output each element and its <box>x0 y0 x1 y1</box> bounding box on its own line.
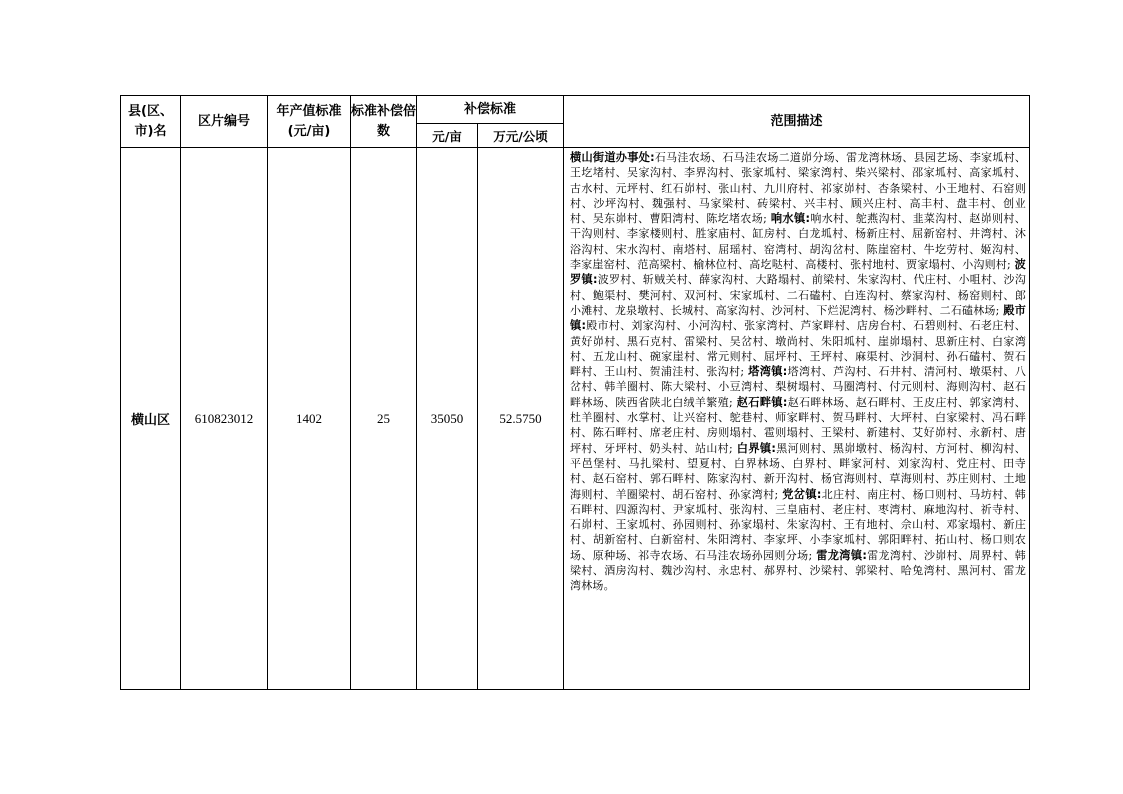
header-yuan-per-mu: 元/亩 <box>417 124 478 148</box>
compensation-table <box>120 95 1030 690</box>
cell-annual-value: 1402 <box>268 148 351 690</box>
header-annual-value: 年产值标准(元/亩) <box>268 96 351 148</box>
village-list: 响水村、鸵燕沟村、韭菜沟村、赵峁则村、干沟则村、李家楼则村、胜家庙村、缸房村、白龙坬村、杨新庄村、屈新窑村、井湾村、沐浴沟村、宋水沟村、南塔村、屈瑶村、窑湾村、胡沟岔村、陈崖窑村、牛圪劳村、姬沟村、李家崖窑村、范高梁村、榆林位村、高圪哒村、高楼村、张村地村、贾家塌村、小沟则村; <box>570 212 1027 272</box>
village-list: 赵石畔林场、赵石畔村、王皮庄村、郭家湾村、杜羊圈村、水掌村、让兴窑村、鸵巷村、师家畔村、贺马畔村、大坪村、白家梁村、冯石畔村、陈石畔村、席老庄村、房则塌村、雹则塌村、王梁村、新建村、艾好峁村、永新村、唐坪村、牙坪村、奶头村、站山村; <box>570 395 1027 455</box>
header-compensation: 补偿标准 <box>417 96 564 124</box>
cell-multiple: 25 <box>351 148 417 690</box>
cell-county: 横山区 <box>121 148 181 690</box>
town-name: 横山街道办事处: <box>570 151 655 164</box>
town-name: 党岔镇: <box>782 487 822 501</box>
cell-area-code: 610823012 <box>181 148 268 690</box>
cell-scope-description <box>564 148 1030 690</box>
village-list: 石马洼农场、石马洼农场二道峁分场、雷龙湾林场、县园艺场、李家坬村、王圪堵村、吴家沟村、李界沟村、张家坬村、梁家湾村、柴兴梁村、邵家坬村、高家坬村、古水村、元坪村、红石峁村、张山村、九川府村、祁家峁村、杏条梁村、小王地村、石窑则村、沙坪沟村、魏强村、马家梁村、砖梁村、兴丰村、顾兴庄村、高丰村、盘丰村、创业村、吴东峁村、曹阳湾村、陈圪堵农场; <box>570 151 1027 226</box>
cell-yuan-per-mu: 35050 <box>417 148 478 690</box>
town-name: 塔湾镇: <box>748 365 788 379</box>
village-list: 雷龙湾村、沙峁村、周界村、韩梁村、酒房沟村、魏沙沟村、永忠村、郝界村、沙梁村、郭梁村、哈兔湾村、黑河村、雷龙湾林场。 <box>570 548 1027 593</box>
town-name: 殿市镇: <box>570 303 1027 333</box>
village-list: 殿市村、刘家沟村、小河沟村、张家湾村、芦家畔村、店房台村、石碧则村、石老庄村、黄好峁村、黑石克村、雷梁村、吴岔村、墩尚村、朱阳坬村、崖峁塌村、思新庄村、白家湾村、五龙山村、碗家崖村、常元则村、屈坪村、王坪村、麻渠村、沙洞村、孙石磕村、贺石畔村、王山村、贺浦洼村、张沟村; <box>570 319 1027 379</box>
cell-wan-per-ha: 52.5750 <box>478 148 564 690</box>
village-list: 黑河则村、黑峁墩村、杨沟村、方河村、柳沟村、平邑堡村、马扎梁村、望夏村、白界林场、白界村、畔家河村、刘家沟村、党庄村、田寺村、赵石窑村、郭石畔村、陈家沟村、新开沟村、杨官海则村、草海则村、苏庄则村、土地海则村、羊圈梁村、胡石窑村、孙家湾村; <box>570 441 1027 501</box>
town-name: 雷龙湾镇: <box>816 548 868 562</box>
header-multiple: 标准补偿倍数 <box>351 96 417 148</box>
town-name: 波罗镇: <box>570 258 1027 287</box>
header-wan-per-ha: 万元/公顷 <box>478 124 564 148</box>
header-county: 县(区、市)名 <box>121 96 181 148</box>
header-area-code: 区片编号 <box>181 96 268 148</box>
header-scope: 范围描述 <box>564 96 1030 148</box>
table-row <box>121 148 1030 690</box>
town-name: 赵石畔镇: <box>736 395 788 409</box>
town-name: 响水镇: <box>770 212 811 226</box>
town-name: 白界镇: <box>736 441 777 455</box>
village-list: 波罗村、斩贼关村、薛家沟村、大路塌村、前梁村、朱家沟村、代庄村、小咀村、沙沟村、鲍渠村、樊河村、双河村、宋家坬村、二石磕村、白连沟村、蔡家沟村、杨窑则村、郎小滩村、龙泉墩村、长城村、高家沟村、沙河村、下烂泥湾村、杨沙畔村、二石磕林场; <box>570 273 1027 317</box>
village-list: 北庄村、南庄村、杨口则村、马坊村、韩石畔村、四源沟村、尹家坬村、张沟村、三皇庙村、老庄村、枣湾村、麻地沟村、祈寺村、石峁村、王家坬村、孙园则村、孙家塌村、朱家沟村、王有地村、佘山村、邓家塌村、新庄村、胡新窑村、白新窑村、朱阳湾村、李家坪、小李家坬村、郭阳畔村、拓山村、杨口则农场、原种场、祁寺农场、石马洼农场孙园则分场; <box>570 487 1027 562</box>
village-list: 塔湾村、芦沟村、石井村、清河村、墩渠村、八岔村、韩羊圈村、陈大梁村、小豆湾村、梨树塌村、马圈湾村、付元则村、海则沟村、赵石畔林场、陕西省陕北白绒羊繁殖; <box>570 365 1027 409</box>
